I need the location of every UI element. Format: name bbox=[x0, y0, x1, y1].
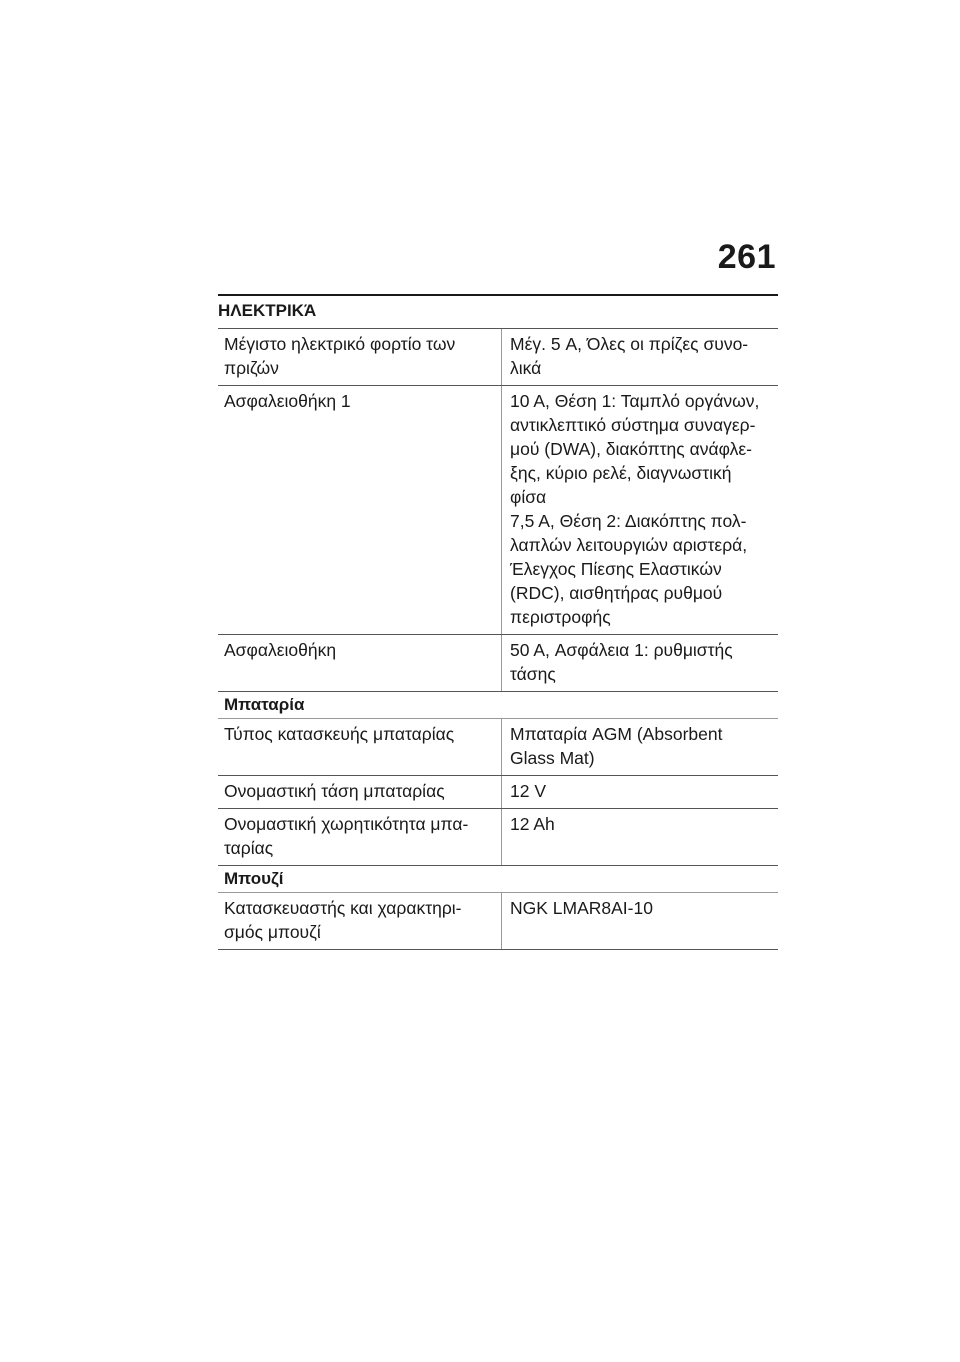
spec-label bbox=[218, 809, 501, 865]
section-header-battery: Μπαταρία bbox=[218, 692, 778, 719]
text-line: NGK LMAR8AI-10 bbox=[510, 898, 653, 918]
text-line: φίσα bbox=[510, 487, 547, 507]
spec-label bbox=[218, 719, 501, 775]
text-line: 12 Ah bbox=[510, 814, 555, 834]
battery-rows bbox=[218, 719, 778, 866]
text-line: 7,5 A, Θέση 2: Διακόπτης πολ- bbox=[510, 511, 747, 531]
text-line: Μέγιστο ηλεκτρικό φορτίο των bbox=[224, 334, 456, 354]
text-line: Μέγ. 5 A, Όλες οι πρίζες συνο- bbox=[510, 334, 749, 354]
spec-row bbox=[218, 719, 778, 776]
spec-row bbox=[218, 809, 778, 866]
section-header-spark-plug: Μπουζί bbox=[218, 866, 778, 893]
spec-value bbox=[501, 635, 778, 691]
spec-value bbox=[501, 809, 778, 865]
spec-label bbox=[218, 635, 501, 691]
text-line: Μπαταρία AGM (Absorbent bbox=[510, 724, 723, 744]
text-line: Ασφαλειοθήκη bbox=[224, 640, 337, 660]
spec-label bbox=[218, 776, 501, 808]
spec-row bbox=[218, 329, 778, 386]
spec-row bbox=[218, 776, 778, 809]
spec-row bbox=[218, 893, 778, 950]
text-line: Ονομαστική χωρητικότητα μπα- bbox=[224, 814, 469, 834]
text-line: 50 A, Ασφάλεια 1: ρυθμιστής bbox=[510, 640, 733, 660]
page-number: 261 bbox=[717, 238, 776, 276]
spec-table bbox=[218, 294, 778, 950]
electrical-rows bbox=[218, 329, 778, 692]
spec-value bbox=[501, 893, 778, 949]
spec-row bbox=[218, 635, 778, 692]
text-line: ταρίας bbox=[224, 838, 274, 858]
text-line: λαπλών λειτουργιών αριστερά, bbox=[510, 535, 748, 555]
text-line: τάσης bbox=[510, 664, 556, 684]
spark-plug-rows bbox=[218, 893, 778, 950]
spec-value bbox=[501, 386, 778, 634]
text-line: σμός μπουζί bbox=[224, 922, 321, 942]
spec-label bbox=[218, 329, 501, 385]
spec-row bbox=[218, 386, 778, 635]
text-line: λικά bbox=[510, 358, 542, 378]
spec-value bbox=[501, 329, 778, 385]
spec-value bbox=[501, 719, 778, 775]
text-line: μού (DWA), διακόπτης ανάφλε- bbox=[510, 439, 752, 459]
chapter-title: ΗΛΕΚΤΡΙΚΆ bbox=[218, 294, 778, 329]
text-line: Έλεγχος Πίεσης Ελαστικών bbox=[510, 559, 722, 579]
spec-label bbox=[218, 386, 501, 634]
text-line: Κατασκευαστής και χαρακτηρι- bbox=[224, 898, 462, 918]
text-line: Ονομαστική τάση μπαταρίας bbox=[224, 781, 445, 801]
text-line: Τύπος κατασκευής μπαταρίας bbox=[224, 724, 455, 744]
text-line: περιστροφής bbox=[510, 607, 611, 627]
text-line: ξης, κύριο ρελέ, διαγνωστική bbox=[510, 463, 732, 483]
spec-value bbox=[501, 776, 778, 808]
text-line: Glass Mat) bbox=[510, 748, 595, 768]
text-line: αντικλεπτικό σύστημα συναγερ- bbox=[510, 415, 756, 435]
text-line: 10 A, Θέση 1: Ταμπλό οργάνων, bbox=[510, 391, 760, 411]
text-line: Ασφαλειοθήκη 1 bbox=[224, 391, 351, 411]
text-line: (RDC), αισθητήρας ρυθμού bbox=[510, 583, 723, 603]
text-line: 12 V bbox=[510, 781, 546, 801]
text-line: πριζών bbox=[224, 358, 279, 378]
spec-label bbox=[218, 893, 501, 949]
